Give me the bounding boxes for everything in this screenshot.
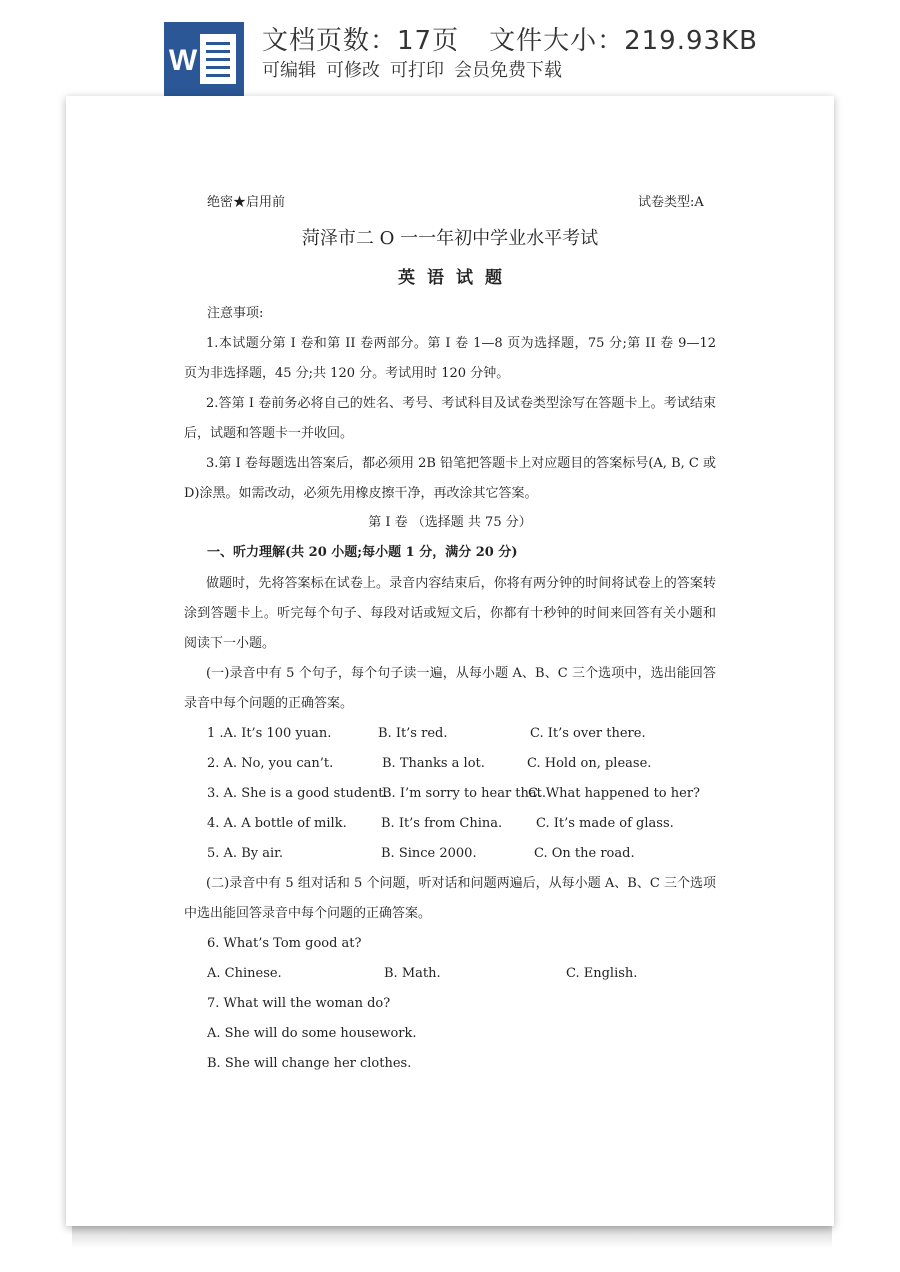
q4-option-b: B. It’s from China.: [381, 816, 503, 831]
file-size: 文件大小：219.93KB: [489, 26, 758, 56]
q3-option-b: B. I’m sorry to hear that.: [382, 786, 546, 801]
q6-option-a: A. Chinese.: [207, 966, 282, 981]
part1-heading: 第 I 卷 （选择题 共 75 分）: [368, 515, 532, 530]
q1-option-b: B. It’s red.: [378, 726, 448, 741]
document-page: [66, 96, 834, 1226]
q1-option-a: 1 .A. It’s 100 yuan.: [207, 726, 332, 741]
q4-option-c: C. It’s made of glass.: [536, 816, 674, 831]
notice-item-1: 1.本试题分第 I 卷和第 II 卷两部分。第 I 卷 1—8 页为选择题，75 分;第 II 卷 9—12 页为非选择题，45 分;共 120 分。考试用时 120 分钟。: [184, 336, 716, 381]
q7-option-b: B. She will change her clothes.: [207, 1056, 412, 1071]
q7-option-a: A. She will do some housework.: [207, 1026, 417, 1041]
q5-option-b: B. Since 2000.: [381, 846, 477, 861]
sub2-instructions: (二)录音中有 5 组对话和 5 个问题，听对话和问题两遍后，从每小题 A、B、C 三个选项中选出能回答录音中每个问题的正确答案。: [184, 876, 716, 921]
q5-option-a: 5. A. By air.: [207, 846, 284, 861]
q3-option-c: C. What happened to her?: [528, 786, 701, 801]
q6-option-c: C. English.: [566, 966, 638, 981]
word-document-icon: [164, 22, 244, 96]
q5-option-c: C. On the road.: [534, 846, 635, 861]
page-count: 文档页数：17页: [262, 26, 460, 56]
q4-option-a: 4. A. A bottle of milk.: [207, 816, 347, 831]
feature-list: [262, 56, 572, 82]
listening-instructions: 做题时，先将答案标在试卷上。录音内容结束后，你将有两分钟的时间将试卷上的答案转涂到答题卡上。听完每个句子、每段对话或短文后，你都有十秒钟的时间来回答有关小题和阅读下一小题。: [184, 576, 716, 651]
confidential-label: 绝密★启用前: [207, 195, 286, 210]
feature-editable: 可编辑: [262, 60, 316, 81]
q2-option-c: C. Hold on, please.: [527, 756, 652, 771]
sub1-instructions: (一)录音中有 5 个句子，每个句子读一遍，从每小题 A、B、C 三个选项中，选出能回答录音中每个问题的正确答案。: [184, 666, 716, 711]
q1-option-c: C. It’s over there.: [530, 726, 646, 741]
word-logo-letter: W: [168, 44, 198, 77]
notice-item-3: 3.第 I 卷每题选出答案后，都必须用 2B 铅笔把答题卡上对应题目的答案标号(A, B, C 或 D)涂黑。如需改动，必须先用橡皮擦干净，再改涂其它答案。: [184, 456, 716, 501]
subject-title: 英语试题: [398, 268, 514, 288]
q7-question: 7. What will the woman do?: [207, 996, 391, 1011]
exam-title: 菏泽市二 O 一一年初中学业水平考试: [301, 228, 599, 249]
feature-modifiable: 可修改: [326, 60, 380, 81]
q6-question: 6. What’s Tom good at?: [207, 936, 362, 951]
q3-option-a: 3. A. She is a good student.: [207, 786, 388, 801]
paper-type-label: 试卷类型:A: [638, 195, 704, 210]
file-stats: [262, 20, 758, 57]
q2-option-b: B. Thanks a lot.: [382, 756, 485, 771]
download-banner: [0, 0, 900, 96]
notice-item-2: 2.答第 I 卷前务必将自己的姓名、考号、考试科目及试卷类型涂写在答题卡上。考试结束后，试题和答题卡一并收回。: [184, 396, 716, 441]
section1-heading: 一、听力理解(共 20 小题;每小题 1 分，满分 20 分): [207, 545, 518, 560]
page-shadow: [72, 1224, 832, 1248]
notice-heading: 注意事项:: [207, 306, 264, 321]
q6-option-b: B. Math.: [384, 966, 441, 981]
q2-option-a: 2. A. No, you can’t.: [207, 756, 334, 771]
feature-printable: 可打印: [390, 60, 444, 81]
feature-member-download: 会员免费下载: [454, 60, 562, 81]
